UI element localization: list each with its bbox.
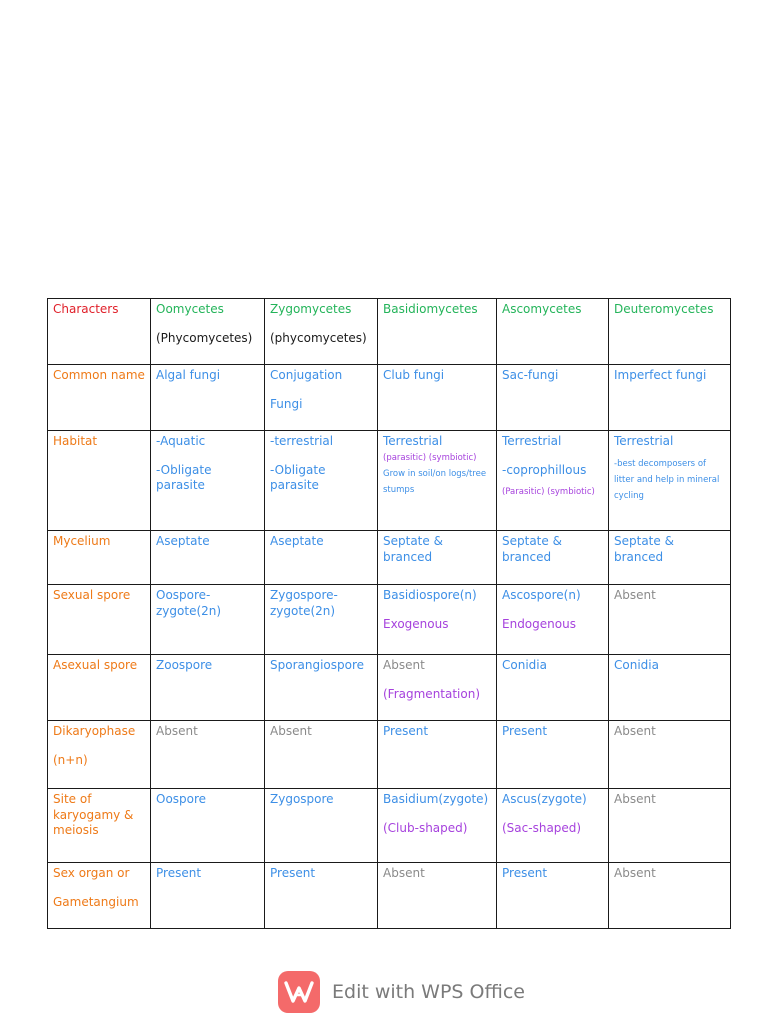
header-characters: Characters <box>48 299 151 365</box>
cell-sexual-spore-zygomycetes: Zygospore-zygote(2n) <box>265 585 378 655</box>
row-label-sexual-spore: Sexual spore <box>48 585 151 655</box>
header-deuteromycetes: Deuteromycetes <box>609 299 731 365</box>
cell-sexual-spore-ascomycetes: Ascospore(n) Endogenous <box>497 585 609 655</box>
header-basidiomycetes: Basidiomycetes <box>378 299 497 365</box>
table-row-habitat <box>48 431 731 531</box>
cell-sexual-spore-oomycetes: Oospore-zygote(2n) <box>151 585 265 655</box>
table-row-sexual-spore <box>48 585 731 655</box>
cell-karyogamy-oomycetes: Oospore <box>151 789 265 863</box>
table-row-sex-organ <box>48 863 731 929</box>
cell-dikaryophase-deuteromycetes: Absent <box>609 721 731 789</box>
cell-mycelium-basidiomycetes: Septate & branced <box>378 531 497 585</box>
cell-habitat-zygomycetes: -terrestrial -Obligate parasite <box>265 431 378 531</box>
row-label-asexual-spore: Asexual spore <box>48 655 151 721</box>
wps-logo-icon <box>278 971 320 1013</box>
cell-habitat-deuteromycetes: Terrestrial -best decomposers of litter and help in mineral cycling <box>609 431 731 531</box>
header-zygomycetes: Zygomycetes (phycomycetes) <box>265 299 378 365</box>
row-label-common-name: Common name <box>48 365 151 431</box>
cell-common-name-ascomycetes: Sac-fungi <box>497 365 609 431</box>
cell-karyogamy-basidiomycetes: Basidium(zygote) (Club-shaped) <box>378 789 497 863</box>
cell-asexual-spore-basidiomycetes: Absent (Fragmentation) <box>378 655 497 721</box>
table-row-common-name <box>48 365 731 431</box>
cell-asexual-spore-ascomycetes: Conidia <box>497 655 609 721</box>
cell-habitat-basidiomycetes: Terrestrial (parasitic) (symbiotic) Grow in soil/on logs/tree stumps <box>378 431 497 531</box>
cell-karyogamy-deuteromycetes: Absent <box>609 789 731 863</box>
header-ascomycetes: Ascomycetes <box>497 299 609 365</box>
cell-sexual-spore-basidiomycetes: Basidiospore(n) Exogenous <box>378 585 497 655</box>
table-row-dikaryophase <box>48 721 731 789</box>
cell-sex-organ-zygomycetes: Present <box>265 863 378 929</box>
cell-mycelium-deuteromycetes: Septate & branced <box>609 531 731 585</box>
cell-habitat-ascomycetes: Terrestrial -coprophillous (Parasitic) (symbiotic) <box>497 431 609 531</box>
cell-karyogamy-ascomycetes: Ascus(zygote) (Sac-shaped) <box>497 789 609 863</box>
cell-karyogamy-zygomycetes: Zygospore <box>265 789 378 863</box>
cell-mycelium-zygomycetes: Aseptate <box>265 531 378 585</box>
cell-mycelium-oomycetes: Aseptate <box>151 531 265 585</box>
cell-dikaryophase-basidiomycetes: Present <box>378 721 497 789</box>
cell-common-name-zygomycetes: Conjugation Fungi <box>265 365 378 431</box>
cell-common-name-deuteromycetes: Imperfect fungi <box>609 365 731 431</box>
header-oomycetes: Oomycetes (Phycomycetes) <box>151 299 265 365</box>
cell-common-name-oomycetes: Algal fungi <box>151 365 265 431</box>
wps-edit-link[interactable]: Edit with WPS Office <box>332 981 525 1003</box>
cell-asexual-spore-deuteromycetes: Conidia <box>609 655 731 721</box>
cell-dikaryophase-oomycetes: Absent <box>151 721 265 789</box>
fungi-comparison-table <box>47 298 731 929</box>
cell-asexual-spore-zygomycetes: Sporangiospore <box>265 655 378 721</box>
wps-office-badge[interactable] <box>278 970 525 1014</box>
row-label-dikaryophase: Dikaryophase (n+n) <box>48 721 151 789</box>
cell-sex-organ-deuteromycetes: Absent <box>609 863 731 929</box>
cell-dikaryophase-ascomycetes: Present <box>497 721 609 789</box>
table-row-mycelium <box>48 531 731 585</box>
cell-sexual-spore-deuteromycetes: Absent <box>609 585 731 655</box>
row-label-sex-organ: Sex organ or Gametangium <box>48 863 151 929</box>
cell-sex-organ-basidiomycetes: Absent <box>378 863 497 929</box>
cell-mycelium-ascomycetes: Septate & branced <box>497 531 609 585</box>
cell-dikaryophase-zygomycetes: Absent <box>265 721 378 789</box>
table-row-asexual-spore <box>48 655 731 721</box>
row-label-habitat: Habitat <box>48 431 151 531</box>
cell-sex-organ-ascomycetes: Present <box>497 863 609 929</box>
cell-asexual-spore-oomycetes: Zoospore <box>151 655 265 721</box>
row-label-mycelium: Mycelium <box>48 531 151 585</box>
table-row-karyogamy <box>48 789 731 863</box>
cell-sex-organ-oomycetes: Present <box>151 863 265 929</box>
table-row-header <box>48 299 731 365</box>
cell-common-name-basidiomycetes: Club fungi <box>378 365 497 431</box>
cell-habitat-oomycetes: -Aquatic -Obligate parasite <box>151 431 265 531</box>
row-label-karyogamy: Site of karyogamy & meiosis <box>48 789 151 863</box>
